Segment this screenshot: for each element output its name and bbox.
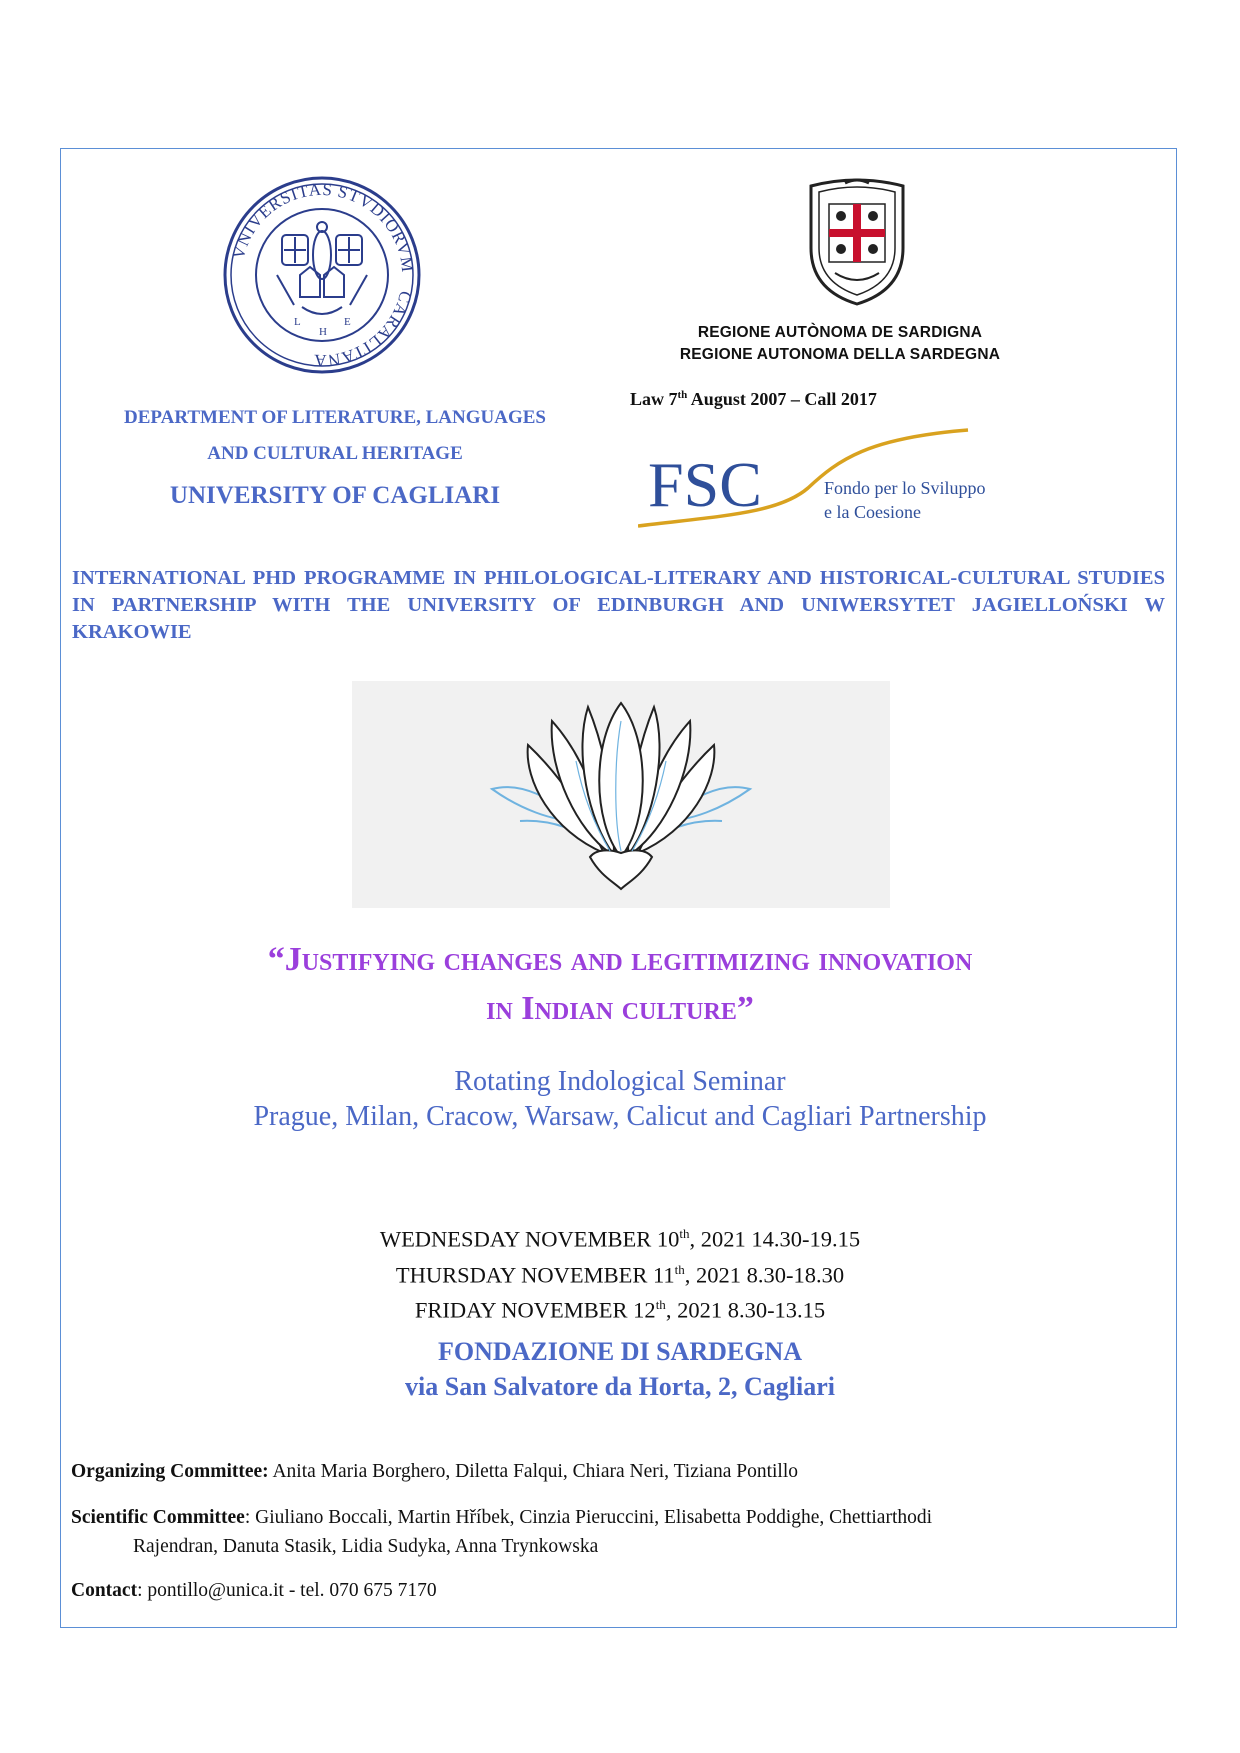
venue-address: via San Salvatore da Horta, 2, Cagliari	[405, 1372, 835, 1401]
sardinia-region-crest-logo	[805, 178, 909, 306]
seal-text-left: VNIVERSITAS	[228, 179, 334, 262]
venue-name: FONDAZIONE DI SARDEGNA	[437, 1337, 803, 1366]
date-line: WEDNESDAY NOVEMBER 10th, 2021 14.30-19.15	[379, 1226, 861, 1252]
region-name-italian: REGIONE AUTONOMA DELLA SARDEGNA	[679, 346, 1001, 363]
venue	[80, 1334, 1160, 1404]
department-name-line1: DEPARTMENT OF LITERATURE, LANGUAGES	[124, 407, 546, 428]
seminar-title-line1: “Justifying changes and legitimizing innovation	[267, 941, 973, 978]
seal-text-top: STVDIORVM	[335, 181, 418, 274]
university-seal-logo	[222, 175, 422, 375]
organizing-committee-names: Anita Maria Borghero, Diletta Falqui, Chiara Neri, Tiziana Pontillo	[268, 1461, 798, 1482]
scientific-committee	[71, 1503, 1164, 1561]
seminar-title	[80, 935, 1160, 1033]
seminar-subtitle-line2: Prague, Milan, Cracow, Warsaw, Calicut and Cagliari Partnership	[253, 1101, 987, 1132]
seal-letter-h: H	[319, 326, 327, 338]
lotus-illustration	[352, 681, 890, 908]
contact-label: Contact	[71, 1580, 138, 1601]
scientific-committee-line1: Scientific Committee: Giuliano Boccali, Martin Hříbek, Cinzia Pieruccini, Elisabetta Poddighe, Chettiarthodi	[71, 1507, 933, 1528]
fsc-letters: FSC	[648, 449, 762, 520]
lotus-flower-icon	[352, 681, 890, 908]
seal-letter-l: L	[294, 316, 301, 328]
seminar-title-line2: in Indian culture”	[486, 990, 754, 1027]
seminar-subtitle-line1: Rotating Indological Seminar	[454, 1066, 786, 1097]
date-line: FRIDAY NOVEMBER 12th, 2021 8.30-13.15	[414, 1297, 826, 1323]
svg-text:CARALITANA	[313, 289, 415, 370]
seal-text-right: CARALITANA	[312, 288, 416, 371]
seminar-dates	[80, 1219, 1160, 1326]
department-name-line2: AND CULTURAL HERITAGE	[207, 443, 463, 464]
organizing-committee	[71, 1461, 1171, 1483]
scientific-committee-label: Scientific Committee	[71, 1507, 245, 1528]
fsc-line1: Fondo per lo Sviluppo	[824, 478, 986, 498]
funding-law-reference: Law 7th August 2007 – Call 2017	[630, 389, 877, 409]
date-line: THURSDAY NOVEMBER 11th, 2021 8.30-18.30	[395, 1261, 845, 1287]
university-name: UNIVERSITY OF CAGLIARI	[169, 482, 501, 509]
contact-value: : pontillo@unica.it - tel. 070 675 7170	[137, 1580, 437, 1601]
organizing-committee-label: Organizing Committee:	[71, 1461, 269, 1482]
phd-programme-heading: INTERNATIONAL PHD PROGRAMME IN PHILOLOGICAL-LITERARY AND HISTORICAL-CULTURAL STUDIES IN PARTNERSHIP WITH THE UNIVERSITY OF EDINBURGH AND UNIWERSYTET JAGIELLOŃSKI W KRAKOWIE	[72, 567, 1165, 643]
fsc-line2: e la Coesione	[824, 502, 921, 522]
region-name-sardinian: REGIONE AUTÒNOMA DE SARDIGNA	[697, 324, 983, 341]
fsc-logo	[638, 428, 1028, 540]
seal-letter-e: E	[344, 316, 351, 328]
contact-info	[71, 1580, 1171, 1602]
scientific-committee-line2: Rajendran, Danuta Stasik, Lidia Sudyka, Anna Trynkowska	[133, 1536, 599, 1557]
seminar-subtitle	[80, 1064, 1160, 1134]
